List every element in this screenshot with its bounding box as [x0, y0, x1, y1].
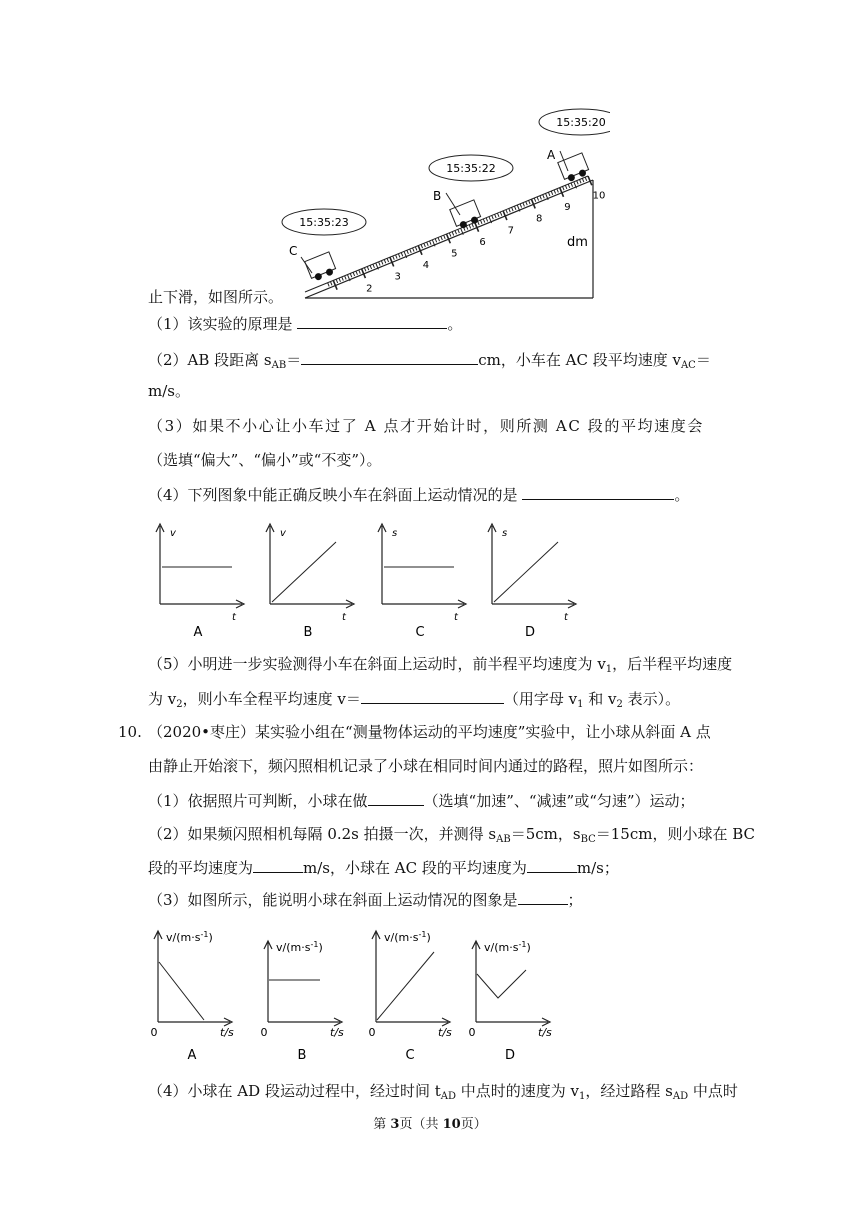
ruler-tick: [509, 208, 511, 212]
option-label: D: [524, 625, 536, 640]
q9-part1: （1）该实验的原理是 。: [148, 315, 463, 333]
q10-line2: 由静止开始滚下，频闪照相机记录了小球在相同时间内通过的路程，照片如图所示：: [148, 757, 704, 775]
label-b: B: [433, 189, 442, 203]
clock-a-time: 15:35:20: [556, 116, 606, 129]
q10-part2-blank-ac[interactable]: [527, 857, 577, 873]
ruler-tick: [415, 247, 417, 251]
ruler-tick: [370, 265, 372, 269]
ruler-tick: [571, 183, 573, 187]
ruler-tick: [529, 200, 531, 204]
ruler-number: 10: [592, 190, 606, 202]
axis-label-x: t: [232, 612, 236, 623]
ruler-tick: [557, 189, 559, 193]
q9-graph-b: [266, 524, 354, 640]
q9-part5-line2: 为 $v_2$，则小车全程平均速度 v＝ （用字母 $v_1$ 和 $v_2$ 表示）。: [148, 690, 681, 710]
ruler-tick: [384, 260, 386, 264]
ruler-tick: [537, 197, 539, 201]
ruler-tick: [421, 244, 423, 248]
ruler-tick: [540, 196, 542, 200]
clock-c-bubble: [282, 209, 366, 235]
origin-label: 0: [150, 1026, 158, 1039]
ruler-number: 4: [422, 260, 430, 272]
axis-label-x: t: [342, 612, 346, 623]
ruler-tick: [367, 266, 369, 270]
ruler-tick: [466, 226, 468, 230]
ruler-tick: [356, 271, 358, 275]
q10-part2-blank-bc[interactable]: [253, 857, 303, 873]
axis-label-y: $v/(m\cdot s^{-1})$: [166, 930, 213, 944]
option-label: C: [415, 625, 425, 640]
ruler-tick: [534, 198, 536, 202]
unit-label: dm: [567, 235, 588, 250]
ruler-tick: [359, 270, 361, 274]
ruler-tick: [526, 202, 528, 206]
axis-label-x: t: [564, 612, 568, 623]
ruler-tick: [520, 204, 522, 208]
ruler-tick: [435, 239, 437, 243]
q9-part4: （4）下列图象中能正确反映小车在斜面上运动情况的是 。: [148, 486, 690, 504]
q9-intro-tail: 止下滑，如图所示。: [148, 288, 284, 306]
car-c: [305, 252, 338, 283]
ruler-tick: [543, 195, 545, 199]
option-label: A: [187, 1048, 197, 1063]
q10-number: 10.: [118, 723, 142, 741]
q9-part2-line2: m/s。: [148, 382, 190, 400]
ruler-tick: [577, 181, 579, 185]
clock-c-time: 15:35:23: [299, 216, 349, 229]
ruler-tick: [396, 255, 398, 259]
clock-b-bubble: [429, 155, 513, 181]
q10-graph-c: [369, 930, 453, 1063]
axis-label-x: t: [454, 612, 458, 623]
ruler-tick: [336, 279, 338, 283]
q9-part1-blank[interactable]: [297, 313, 447, 329]
ruler-tick: [497, 213, 499, 217]
label-a: A: [547, 148, 556, 162]
ruler-tick: [472, 224, 474, 228]
ruler-tick: [548, 192, 550, 196]
graph-line: [477, 970, 526, 998]
ruler-number: 6: [479, 236, 486, 248]
ruler-tick: [407, 250, 409, 254]
graph-line: [494, 542, 558, 602]
q10-graph-a: [151, 930, 235, 1063]
ruler-tick: [427, 242, 429, 246]
ruler-tick: [492, 215, 494, 219]
axis-label-x: t/s: [330, 1026, 344, 1039]
ruler-tick: [339, 278, 341, 282]
graph-line: [377, 952, 434, 1020]
ruler-tick: [480, 220, 482, 224]
option-label: B: [303, 625, 313, 640]
ruler-tick: [469, 225, 471, 229]
q10-part3: （3）如图所示，能说明小球在斜面上运动情况的图象是 ；: [148, 891, 583, 909]
ruler-tick: [393, 256, 395, 260]
ruler-tick: [551, 191, 553, 195]
ruler-tick: [568, 184, 570, 188]
ruler-tick: [455, 231, 457, 235]
q9-part4-blank[interactable]: [522, 484, 674, 500]
ruler-number: 3: [394, 271, 401, 283]
ruler-tick: [483, 219, 485, 223]
ruler-tick: [452, 232, 454, 236]
ruler-tick: [441, 236, 443, 240]
q10-line1: （2020•枣庄）某实验小组在“测量物体运动的平均速度”实验中，让小球从斜面 A 点: [148, 723, 711, 741]
ruler-tick: [582, 178, 584, 182]
ruler-tick: [387, 258, 389, 262]
ruler-tick: [458, 229, 460, 233]
graph-line: [272, 542, 336, 602]
axis-label-x: t/s: [538, 1026, 552, 1039]
clock-a-bubble: [539, 109, 610, 135]
ruler-number: 9: [564, 202, 571, 214]
q10-part3-blank[interactable]: [518, 889, 568, 905]
ruler-tick: [353, 272, 355, 276]
ruler-tick: [345, 276, 347, 280]
ruler-tick: [495, 214, 497, 218]
ruler-tick: [449, 233, 451, 237]
graph-line: [159, 962, 204, 1020]
q9-graph-a: [156, 524, 244, 640]
ruler-tick: [328, 283, 330, 287]
ruler-tick: [438, 237, 440, 241]
clock-b-time: 15:35:22: [446, 162, 496, 175]
q10-part2-line2: 段的平均速度为 m/s，小球在 AC 段的平均速度为 m/s；: [148, 859, 619, 877]
ruler-tick: [580, 179, 582, 183]
ruler-tick: [444, 235, 446, 239]
axis-label-y: v: [280, 528, 286, 539]
ruler-tick: [554, 190, 556, 194]
q9-part2: （2）AB 段距离 $s_{AB}=$ cm，小车在 AC 段平均速度 $v_{AC}=$: [148, 351, 711, 371]
ruler-tick: [523, 203, 525, 207]
q10-graphs: [140, 924, 560, 1069]
car-b: [450, 200, 483, 231]
q9-part3-line2: （选填“偏大”、“偏小”或“不变”）。: [148, 451, 382, 469]
page-total: 10: [442, 1117, 461, 1132]
ruler-tick: [500, 212, 502, 216]
ruler-tick: [506, 210, 508, 214]
axis-label-y: $v/(m\cdot s^{-1})$: [384, 930, 431, 944]
axis-label-y: s: [502, 528, 508, 539]
ruler-tick: [430, 241, 432, 245]
ruler-number: 2: [366, 283, 373, 295]
q9-graphs: [140, 516, 600, 646]
incline-figure: [270, 105, 610, 305]
origin-label: 0: [468, 1026, 476, 1039]
axis-label-y: v: [170, 528, 176, 539]
option-label: A: [193, 625, 203, 640]
option-label: B: [297, 1048, 307, 1063]
axis-label-x: t/s: [438, 1026, 452, 1039]
option-label: C: [405, 1048, 415, 1063]
ruler-tick: [585, 177, 587, 181]
q9-graph-c: [378, 524, 466, 640]
page-footer: 第 3页（共 10页）: [373, 1117, 487, 1132]
q10-part2: （2）如果频闪照相机每隔 0.2s 拍摄一次，并测得 $s_{AB}=5cm$，$s_{BC}=15cm$，则小球在 BC: [148, 825, 756, 845]
ruler-tick: [410, 249, 412, 253]
q10-part1: （1）依据照片可判断，小球在做 （选填“加速”、“减速”或“匀速”）运动；: [148, 792, 695, 810]
ruler-tick: [398, 254, 400, 258]
q10-part4: （4）小球在 AD 段运动过程中，经过时间 $t_{AD}$ 中点时的速度为 $v_1$，经过路程 $s_{AD}$ 中点时: [148, 1082, 738, 1102]
ruler-number: 7: [507, 225, 515, 237]
ruler-number: 5: [451, 248, 458, 260]
q9-part2-blank-sab[interactable]: [301, 349, 478, 365]
ruler-tick: [364, 268, 366, 272]
ruler-tick: [330, 282, 332, 286]
page-number: 3: [390, 1117, 400, 1132]
label-c: C: [289, 244, 298, 258]
axis-label-y: $v/(m\cdot s^{-1})$: [484, 940, 531, 954]
ruler-tick: [401, 253, 403, 257]
ruler-tick: [486, 218, 488, 222]
ruler-tick: [478, 221, 480, 225]
origin-label: 0: [368, 1026, 376, 1039]
ruler-tick: [424, 243, 426, 247]
ruler-tick: [342, 277, 344, 281]
origin-label: 0: [260, 1026, 268, 1039]
q10-graph-b: [261, 940, 345, 1063]
ruler-tick: [379, 262, 381, 266]
q10-graph-d: [469, 940, 553, 1063]
axis-label-x: t/s: [220, 1026, 234, 1039]
ruler-tick: [350, 273, 352, 277]
q9-part5-blank[interactable]: [361, 688, 504, 704]
ruler-tick: [373, 264, 375, 268]
ruler-tick: [512, 207, 514, 211]
ruler-tick: [565, 185, 567, 189]
ruler-tick: [381, 261, 383, 265]
ruler-number: 8: [535, 213, 543, 225]
option-label: D: [504, 1048, 516, 1063]
axis-label-y: $v/(m\cdot s^{-1})$: [276, 940, 323, 954]
ruler-tick: [563, 186, 565, 190]
ruler-tick: [413, 248, 415, 252]
q9-part5-line1: （5）小明进一步实验测得小车在斜面上运动时，前半程平均速度为 $v_1$，后半程平均速度: [148, 655, 733, 675]
q9-part3-line1: （3）如果不小心让小车过了 A 点才开始计时，则所测 AC 段的平均速度会: [148, 417, 704, 435]
q9-graph-d: [488, 524, 576, 640]
ruler-tick: [514, 206, 516, 210]
q10-part1-blank[interactable]: [368, 790, 424, 806]
axis-label-y: s: [392, 528, 398, 539]
